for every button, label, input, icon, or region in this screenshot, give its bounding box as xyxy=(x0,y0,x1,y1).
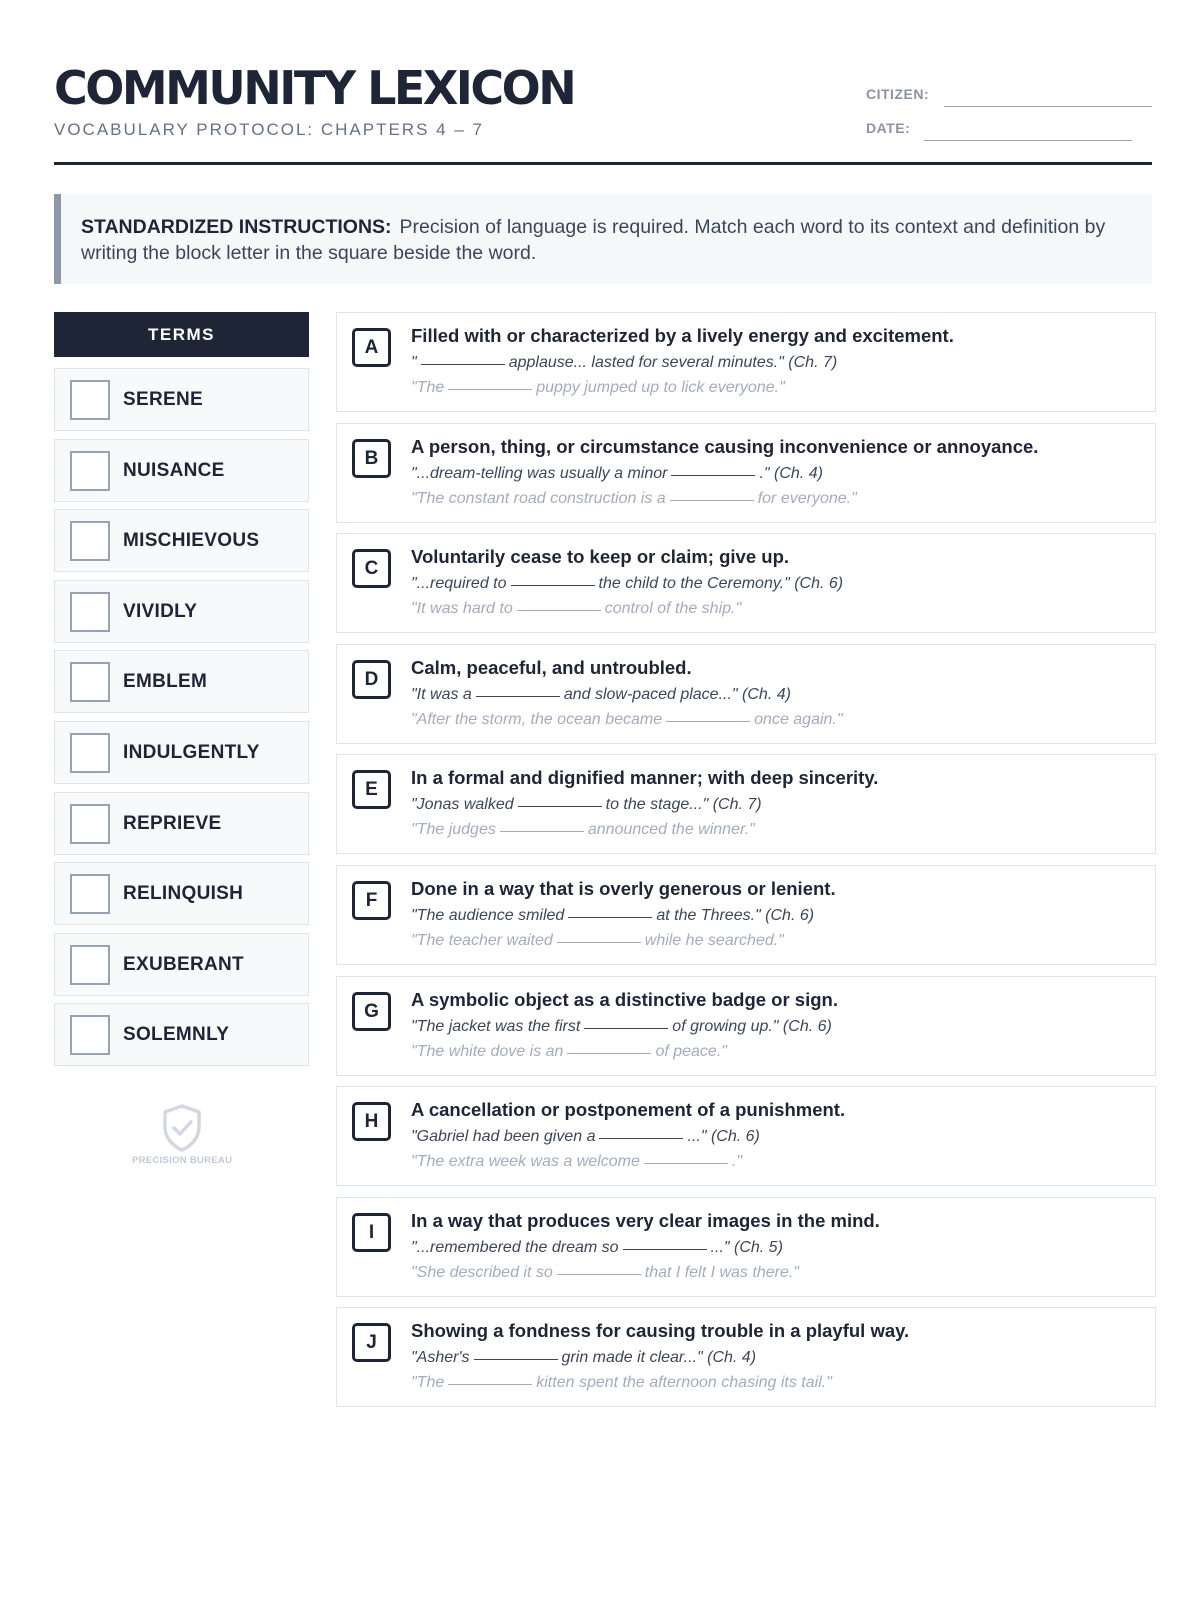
term-label: EXUBERANT xyxy=(123,953,244,975)
letter-badge: H xyxy=(352,1102,391,1141)
example-blank xyxy=(500,831,584,832)
example-context xyxy=(411,932,784,950)
example-before: "The white dove is an xyxy=(411,1042,564,1060)
example-context xyxy=(411,1374,832,1392)
context-after: of growing up." (Ch. 6) xyxy=(672,1017,832,1035)
example-after: of peace." xyxy=(655,1042,727,1060)
example-blank xyxy=(557,942,641,943)
page-subtitle: VOCABULARY PROTOCOL: CHAPTERS 4 – 7 xyxy=(54,120,484,139)
answer-box[interactable] xyxy=(70,451,110,491)
term-item xyxy=(54,580,309,643)
term-item xyxy=(54,862,309,925)
term-item xyxy=(54,509,309,572)
context-after: the child to the Ceremony." (Ch. 6) xyxy=(598,575,844,593)
context-after: at the Threes." (Ch. 6) xyxy=(656,907,815,924)
context-before: "Gabriel had been given a xyxy=(411,1128,596,1146)
definition-card xyxy=(336,1197,1156,1297)
chapter-context xyxy=(411,1018,832,1036)
term-label: VIVIDLY xyxy=(123,600,198,622)
example-blank xyxy=(666,721,750,722)
context-after: ..." (Ch. 6) xyxy=(687,1128,760,1146)
term-label: NUISANCE xyxy=(123,459,225,481)
instructions-lead: STANDARDIZED INSTRUCTIONS: xyxy=(81,216,392,238)
instructions-text: Precision of language is required. Match each word to its context and definition by writing the block letter in the square beside the word. xyxy=(81,216,1106,264)
term-label: REPRIEVE xyxy=(123,812,222,834)
context-before: "...dream-telling was usually a minor xyxy=(411,464,668,482)
worksheet-header xyxy=(54,54,1152,164)
context-after: grin made it clear..." (Ch. 4) xyxy=(561,1349,757,1367)
example-after: ." xyxy=(731,1153,743,1171)
chapter-context xyxy=(411,575,843,593)
term-label: SOLEMNLY xyxy=(123,1024,230,1046)
term-label: MISCHIEVOUS xyxy=(123,530,260,552)
definition-card xyxy=(336,644,1156,744)
example-after: once again." xyxy=(754,710,843,728)
letter-badge: I xyxy=(352,1213,391,1252)
citizen-label: CITIZEN: xyxy=(866,86,930,102)
term-label: INDULGENTLY xyxy=(123,742,260,763)
chapter-context xyxy=(411,1239,783,1257)
context-before: " xyxy=(411,354,417,371)
example-after: control of the ship." xyxy=(604,600,742,618)
context-before: "The jacket was the first xyxy=(411,1017,581,1035)
seal-text: PRECISION BUREAU xyxy=(132,1155,233,1166)
example-before: "The xyxy=(411,1374,445,1392)
context-blank xyxy=(623,1249,707,1250)
example-after: announced the winner." xyxy=(587,821,755,839)
example-blank xyxy=(517,610,601,611)
example-after: kitten spent the afternoon chasing its tail." xyxy=(536,1374,832,1392)
term-item xyxy=(54,368,309,431)
example-before: "She described it so xyxy=(411,1263,553,1281)
answer-box[interactable] xyxy=(70,945,110,985)
date-label: DATE: xyxy=(866,120,911,136)
context-blank xyxy=(599,1138,683,1139)
chapter-context xyxy=(411,354,837,372)
example-after: while he searched." xyxy=(644,932,784,949)
letter-badge: D xyxy=(352,660,391,699)
example-before: "The teacher waited xyxy=(411,932,553,949)
example-after: puppy jumped up to lick everyone." xyxy=(536,379,785,396)
example-context xyxy=(411,1264,799,1282)
example-before: "It was hard to xyxy=(411,600,513,618)
context-before: "The audience smiled xyxy=(411,907,565,924)
context-before: "...remembered the dream so xyxy=(411,1238,619,1256)
term-label: SERENE xyxy=(123,389,203,410)
context-blank xyxy=(671,475,755,476)
definition-card xyxy=(336,976,1156,1076)
definition-text: A person, thing, or circumstance causing inconvenience or annoyance. xyxy=(411,435,1039,457)
term-label: RELINQUISH xyxy=(123,883,244,905)
definition-text: A symbolic object as a distinctive badge or sign. xyxy=(411,988,838,1010)
letter-badge: C xyxy=(352,549,391,588)
example-after: that I felt I was there." xyxy=(644,1263,799,1281)
chapter-context xyxy=(411,907,814,925)
context-after: ." (Ch. 4) xyxy=(759,464,823,482)
terms-header: TERMS xyxy=(54,312,309,357)
example-before: "After the storm, the ocean became xyxy=(411,710,663,728)
definition-card xyxy=(336,312,1156,412)
definition-text: In a formal and dignified manner; with deep sincerity. xyxy=(411,767,879,789)
example-before: "The xyxy=(411,379,445,396)
precision-bureau-seal xyxy=(132,1103,232,1166)
example-blank xyxy=(644,1163,728,1164)
chapter-context xyxy=(411,1128,760,1146)
example-context xyxy=(411,711,843,729)
letter-badge: G xyxy=(352,992,391,1031)
definition-card xyxy=(336,423,1156,523)
context-after: to the stage..." (Ch. 7) xyxy=(605,796,762,814)
example-blank xyxy=(567,1053,651,1054)
chapter-context xyxy=(411,465,823,483)
chapter-context xyxy=(411,796,762,814)
answer-box[interactable] xyxy=(70,662,110,702)
example-before: "The constant road construction is a xyxy=(411,489,666,507)
example-blank xyxy=(557,1274,641,1275)
answer-box[interactable] xyxy=(70,592,110,632)
definition-card xyxy=(336,865,1156,965)
example-context xyxy=(411,379,785,397)
date-field[interactable] xyxy=(924,140,1132,141)
term-label: EMBLEM xyxy=(123,671,208,693)
context-blank xyxy=(518,806,602,807)
term-item xyxy=(54,792,309,855)
definition-text: Filled with or characterized by a lively energy and excitement. xyxy=(411,325,954,346)
chapter-context xyxy=(411,1349,756,1367)
definition-card xyxy=(336,1307,1156,1407)
letter-badge: E xyxy=(352,770,391,809)
example-context xyxy=(411,1043,727,1061)
term-item xyxy=(54,650,309,713)
definition-text: Showing a fondness for causing trouble in a playful way. xyxy=(411,1320,910,1342)
term-item xyxy=(54,933,309,996)
answer-box[interactable] xyxy=(70,380,110,420)
context-after: applause... lasted for several minutes." (Ch. 7) xyxy=(508,354,838,371)
term-item xyxy=(54,1003,309,1066)
header-divider xyxy=(54,162,1152,165)
shield-check-icon xyxy=(160,1103,204,1153)
letter-badge: B xyxy=(352,439,391,478)
term-item xyxy=(54,439,309,502)
answer-box[interactable] xyxy=(70,874,110,914)
term-item xyxy=(54,721,309,784)
answer-box[interactable] xyxy=(70,1015,110,1055)
context-blank xyxy=(474,1359,558,1360)
example-context xyxy=(411,600,741,618)
letter-badge: J xyxy=(352,1323,391,1362)
example-before: "The extra week was a welcome xyxy=(411,1153,640,1171)
example-after: for everyone." xyxy=(757,489,857,507)
context-after: and slow-paced place..." (Ch. 4) xyxy=(563,685,791,703)
example-context xyxy=(411,821,755,839)
context-blank xyxy=(421,364,505,365)
letter-badge: A xyxy=(352,328,391,367)
definition-text: A cancellation or postponement of a punishment. xyxy=(411,1099,846,1121)
example-context xyxy=(411,490,857,508)
context-before: "Jonas walked xyxy=(411,796,514,814)
answer-box[interactable] xyxy=(70,733,110,773)
definition-text: Calm, peaceful, and untroubled. xyxy=(411,656,692,678)
context-blank xyxy=(584,1028,668,1029)
context-after: ..." (Ch. 5) xyxy=(710,1238,783,1256)
context-before: "Asher's xyxy=(411,1349,470,1367)
page-title: COMMUNITY LEXICON xyxy=(54,61,575,115)
context-before: "It was a xyxy=(411,685,472,703)
example-blank xyxy=(448,389,532,390)
definition-text: In a way that produces very clear images in the mind. xyxy=(411,1209,880,1231)
definition-card xyxy=(336,1086,1156,1186)
context-blank xyxy=(511,585,595,586)
example-blank xyxy=(448,1384,532,1385)
context-blank xyxy=(476,696,560,697)
instructions-box xyxy=(54,194,1152,284)
letter-badge: F xyxy=(352,881,391,920)
example-before: "The judges xyxy=(411,821,496,839)
citizen-field[interactable] xyxy=(944,106,1152,107)
definition-text: Done in a way that is overly generous or lenient. xyxy=(411,878,836,899)
answer-box[interactable] xyxy=(70,521,110,561)
definition-text: Voluntarily cease to keep or claim; give up. xyxy=(411,546,790,568)
context-blank xyxy=(568,917,652,918)
definition-card xyxy=(336,754,1156,854)
definition-card xyxy=(336,533,1156,633)
chapter-context xyxy=(411,686,791,704)
example-context xyxy=(411,1153,742,1171)
context-before: "...required to xyxy=(411,575,507,593)
example-blank xyxy=(670,500,754,501)
answer-box[interactable] xyxy=(70,804,110,844)
